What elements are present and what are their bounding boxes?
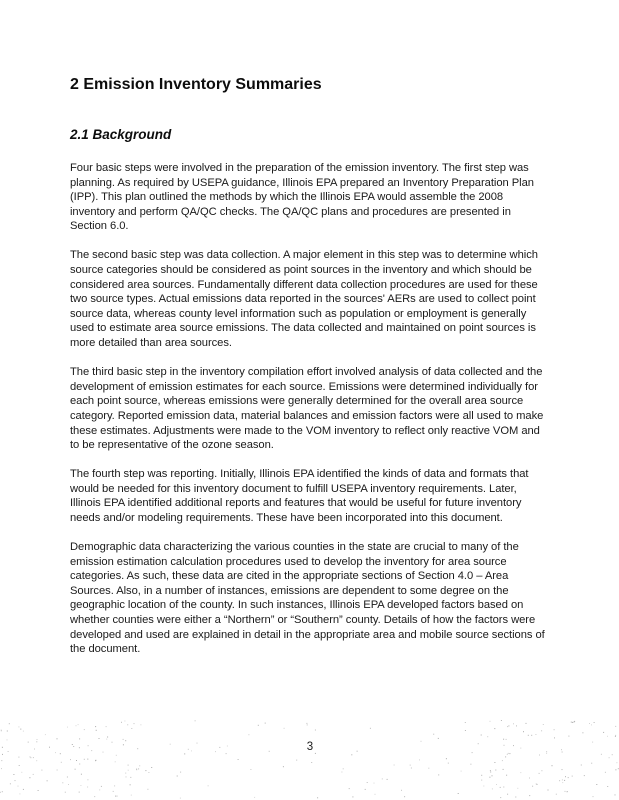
scan-speck [68, 784, 69, 785]
scan-speck [1, 768, 2, 769]
scan-speck [112, 742, 113, 743]
scan-speck [541, 730, 542, 731]
scan-speck [65, 792, 66, 793]
scan-speck [495, 770, 496, 771]
scan-speck [357, 751, 358, 752]
scan-speck [615, 735, 616, 736]
scan-speck [238, 759, 239, 760]
scan-speck [123, 739, 124, 740]
scan-speck [95, 726, 96, 727]
scan-speck [536, 783, 537, 784]
scan-speck [481, 735, 482, 736]
scan-speck [94, 796, 95, 797]
scan-speck [128, 765, 129, 766]
scan-speck [134, 723, 135, 724]
scan-speck [191, 750, 192, 751]
scan-speck [508, 725, 509, 726]
scan-speck [283, 766, 284, 767]
scan-speck [438, 774, 439, 775]
scan-speck [537, 784, 538, 785]
scan-speck [470, 764, 471, 765]
scan-speck [41, 770, 42, 771]
scan-speck [507, 754, 508, 755]
scan-speck [170, 744, 171, 745]
scan-speck [21, 772, 22, 773]
scan-speck [448, 763, 449, 764]
scan-speck [180, 772, 181, 773]
scan-speck [351, 754, 352, 755]
scan-speck [103, 752, 104, 753]
scan-speck [615, 794, 616, 795]
scan-speck [34, 749, 35, 750]
scan-speck [509, 753, 510, 754]
scan-speck [114, 785, 115, 786]
scan-speck [565, 791, 566, 792]
paragraph-demographic-data: Demographic data characterizing the various counties in the state are crucial to many of the emission estimation calculation procedures used to develop the inventory for area source categories. As such, these data are cited in the appropriate sections of Section 4.0 – Area Sources. Also, in a number of instances, emissions are dependent to some degree on the geographic location of the county. In such instances, Illinois EPA developed factors based on whether counties were either a “Northern” or “Southern” county. Details of how the factors were developed and used are explained in detail in the appropriate area and mobile source sections of the document. [70, 541, 545, 656]
scan-speck [23, 731, 24, 732]
scan-speck [62, 782, 63, 783]
scan-speck [23, 789, 24, 790]
scan-speck [520, 772, 521, 773]
scan-speck [352, 796, 353, 797]
scan-speck [197, 743, 198, 744]
scan-speck [573, 722, 574, 723]
scan-speck [37, 739, 38, 740]
scan-speck [79, 738, 80, 739]
scan-speck [438, 738, 439, 739]
scan-speck [248, 734, 249, 735]
scan-speck [113, 791, 114, 792]
scan-speck [374, 783, 375, 784]
scan-speck [19, 765, 20, 766]
scan-speck [571, 722, 572, 723]
scan-speck [208, 785, 209, 786]
paragraph-analysis: The third basic step in the inventory compilation effort involved analysis of data collected and the development of emission estimates for each source. Emissions were determined individually for each point source, whereas emissions were generally determined for the overall area source category. Reported emission data, material balances and emission factors were all used to make these estimates. Adjustments were made to the VOM inventory to reflect only reactive VOM and to be representative of the ozone season. [70, 366, 544, 452]
scan-speck [130, 784, 131, 785]
scan-speck [421, 741, 422, 742]
scan-speck [49, 747, 50, 748]
scan-speck [401, 790, 402, 791]
scan-speck [562, 779, 563, 780]
scan-speck [140, 724, 141, 725]
scan-speck [180, 798, 181, 799]
scan-speck [177, 776, 178, 777]
page-number: 3 [306, 741, 314, 753]
scan-speck [306, 723, 307, 724]
scan-speck [490, 772, 491, 773]
scan-speck [29, 777, 30, 778]
scan-speck [9, 723, 10, 724]
scan-speck [18, 726, 19, 727]
scan-speck [311, 762, 312, 763]
scan-speck [99, 738, 100, 739]
scan-speck [531, 735, 532, 736]
scan-speck [123, 744, 124, 745]
scan-speck [465, 730, 466, 731]
scan-speck [539, 773, 540, 774]
scan-speck [494, 762, 495, 763]
scan-speck [507, 794, 508, 795]
scan-speck [61, 762, 62, 763]
scan-speck [556, 794, 557, 795]
scan-speck [76, 760, 77, 761]
scan-speck [315, 730, 316, 731]
scan-speck [2, 754, 3, 755]
scan-speck [581, 765, 582, 766]
scan-speck [487, 736, 488, 737]
scan-speck [601, 754, 602, 755]
scan-speck [7, 731, 8, 732]
scan-speck [106, 739, 107, 740]
scan-speck [411, 768, 412, 769]
scan-speck [584, 775, 585, 776]
scan-speck [567, 791, 568, 792]
scan-speck [226, 753, 227, 754]
scan-speck [568, 777, 569, 778]
scan-speck [607, 736, 608, 737]
scan-speck [8, 751, 9, 752]
scan-speck [349, 788, 350, 789]
scan-speck [136, 769, 137, 770]
scan-speck [18, 786, 19, 787]
scan-speck [1, 760, 2, 761]
scan-speck [307, 724, 308, 725]
scan-speck [116, 755, 117, 756]
scan-speck [365, 789, 366, 790]
scan-speck [461, 771, 462, 772]
scan-speck [535, 734, 536, 735]
scan-speck [95, 760, 96, 761]
scan-speck [139, 765, 140, 766]
scan-speck [596, 784, 597, 785]
scan-speck [591, 763, 592, 764]
scan-speck [28, 742, 29, 743]
scan-speck [36, 741, 37, 742]
scan-speck [106, 726, 107, 727]
scan-speck [593, 796, 594, 797]
scan-speck [84, 759, 85, 760]
scan-speck [115, 796, 116, 797]
scan-speck [607, 786, 608, 787]
scan-speck [410, 765, 411, 766]
scan-speck [341, 772, 342, 773]
scan-speck [101, 786, 102, 787]
scan-speck [57, 738, 58, 739]
scan-speck [554, 729, 555, 730]
scan-speck [367, 782, 368, 783]
scan-speck [492, 775, 493, 776]
scan-speck [55, 752, 56, 753]
scan-speck [254, 797, 255, 798]
scan-speck [562, 752, 563, 753]
scan-speck [433, 734, 434, 735]
scan-speck [506, 739, 507, 740]
scan-speck [136, 769, 137, 770]
scan-speck [506, 775, 507, 776]
scan-speck [494, 728, 495, 729]
scan-speck [219, 747, 220, 748]
scan-speck [582, 732, 583, 733]
scan-speck [87, 787, 88, 788]
scan-speck [7, 739, 8, 740]
scan-speck [227, 746, 228, 747]
scan-speck [184, 753, 185, 754]
scan-speck [616, 762, 617, 763]
scan-speck [78, 724, 79, 725]
scan-speck [124, 721, 125, 722]
section-heading: 2 Emission Inventory Summaries [70, 76, 322, 93]
scan-speck [121, 722, 122, 723]
scan-speck [125, 740, 126, 741]
scan-speck [529, 778, 530, 779]
scan-speck [490, 770, 491, 771]
scan-speck [131, 728, 132, 729]
scan-speck [387, 779, 388, 780]
scan-speck [79, 764, 80, 765]
scan-speck [138, 768, 139, 769]
scan-speck [128, 770, 129, 771]
scan-speck [75, 769, 76, 770]
scan-speck [589, 723, 590, 724]
scan-speck [70, 759, 71, 760]
scan-speck [382, 778, 383, 779]
scan-speck [88, 745, 89, 746]
scan-speck [561, 749, 562, 750]
scan-speck [500, 787, 501, 788]
scan-speck [79, 792, 80, 793]
scan-speck [250, 769, 251, 770]
scan-speck [87, 759, 88, 760]
scan-speck [481, 780, 482, 781]
scan-speck [419, 759, 420, 760]
scan-speck [567, 792, 568, 793]
scan-speck [343, 768, 344, 769]
scan-speck [84, 729, 85, 730]
scan-speck [107, 737, 108, 738]
scan-speck [47, 780, 48, 781]
scan-speck [562, 769, 563, 770]
paragraph-data-collection: The second basic step was data collection. A major element in this step was to determine which source categories should be considered as point sources in the inventory and which should be considered area sources. Fundamentally different data collection procedures are used for these two source types. Actual emissions data reported in the sources' AERs are used to collect point source data, whereas county level information such as population or employment is generally used to estimate area source emissions. The data collected and maintained on point sources is more detailed than area sources. [70, 249, 538, 350]
scan-speck [127, 724, 128, 725]
scan-speck [258, 725, 259, 726]
scan-speck [609, 757, 610, 758]
scan-speck [615, 726, 616, 727]
scan-speck [95, 760, 96, 761]
scan-speck [296, 760, 297, 761]
scan-speck [574, 721, 575, 722]
scan-speck [0, 792, 1, 793]
scan-speck [562, 782, 563, 783]
scan-speck [539, 755, 540, 756]
scan-speck [554, 737, 555, 738]
scan-speck [546, 753, 547, 754]
scan-speck [96, 730, 97, 731]
scan-speck [489, 777, 490, 778]
scan-speck [115, 761, 116, 762]
scan-speck [572, 776, 573, 777]
scan-speck [10, 783, 11, 784]
scan-speck [503, 769, 504, 770]
scan-speck [516, 725, 517, 726]
scan-speck [117, 796, 118, 797]
scan-speck [446, 758, 447, 759]
scan-speck [526, 723, 527, 724]
scan-speck [612, 754, 613, 755]
scan-speck [317, 797, 318, 798]
scan-speck [147, 789, 148, 790]
scan-speck [559, 780, 560, 781]
scan-speck [565, 776, 566, 777]
scan-speck [505, 756, 506, 757]
scan-speck [483, 786, 484, 787]
scan-speck [2, 791, 3, 792]
scan-speck [79, 747, 80, 748]
scan-speck [36, 760, 37, 761]
scan-speck [67, 727, 68, 728]
scan-speck [130, 777, 131, 778]
scan-speck [543, 724, 544, 725]
page-content [70, 74, 546, 657]
scan-speck [145, 770, 146, 771]
scan-speck [215, 751, 216, 752]
scan-speck [465, 722, 466, 723]
scan-speck [19, 793, 20, 794]
scan-speck [615, 736, 616, 737]
scan-speck [57, 770, 58, 771]
scan-speck [564, 780, 565, 781]
scan-speck [76, 725, 77, 726]
scan-speck [81, 774, 82, 775]
scan-speck [13, 774, 14, 775]
scan-speck [546, 751, 547, 752]
scan-speck [503, 739, 504, 740]
scan-speck [195, 720, 196, 721]
scan-speck [532, 786, 533, 787]
scan-speck [375, 794, 376, 795]
scan-speck [394, 765, 395, 766]
scan-speck [548, 790, 549, 791]
scan-speck [265, 723, 266, 724]
scan-speck [73, 746, 74, 747]
scan-speck [188, 749, 189, 750]
scan-speck [507, 726, 508, 727]
scan-speck [269, 751, 270, 752]
scan-speck [72, 744, 73, 745]
scan-speck [513, 723, 514, 724]
scan-speck [490, 721, 491, 722]
scan-speck [60, 753, 61, 754]
scan-speck [520, 748, 521, 749]
scan-speck [572, 722, 573, 723]
scan-speck [508, 753, 509, 754]
scan-speck [513, 745, 514, 746]
scan-speck [125, 773, 126, 774]
scan-speck [500, 797, 501, 798]
scan-speck [615, 769, 616, 770]
scan-speck [492, 788, 493, 789]
scan-speck [30, 757, 31, 758]
scan-speck [541, 770, 542, 771]
subsection-heading: 2.1 Background [70, 127, 172, 142]
paragraph-reporting: The fourth step was reporting. Initially, Illinois EPA identified the kinds of data and formats that would be needed for this inventory document to fulfill USEPA inventory requirements. Later, Illinois EPA identified additional reports and features that would be useful for future inventory needs and/or modeling requirements. These have been incorporated into this document. [70, 468, 529, 524]
scan-speck [67, 777, 68, 778]
scan-speck [496, 784, 497, 785]
scan-speck [131, 795, 132, 796]
scan-speck [284, 728, 285, 729]
scan-speck [592, 742, 593, 743]
scan-speck [30, 756, 31, 757]
scan-speck [603, 732, 604, 733]
scan-speck [501, 720, 502, 721]
scan-speck [33, 757, 34, 758]
scan-speck [137, 748, 138, 749]
scan-speck [594, 722, 595, 723]
scan-speck [370, 728, 371, 729]
scan-speck [151, 767, 152, 768]
scan-speck [458, 793, 459, 794]
scan-speck [148, 772, 149, 773]
scan-speck [568, 736, 569, 737]
scan-speck [502, 760, 503, 761]
scan-speck [1, 730, 2, 731]
scan-speck [18, 757, 19, 758]
scan-speck [2, 747, 3, 748]
scan-speck [33, 774, 34, 775]
scan-speck [478, 743, 479, 744]
scan-speck [605, 772, 606, 773]
scan-speck [45, 734, 46, 735]
scan-speck [552, 765, 553, 766]
scan-speck [15, 780, 16, 781]
scan-speck [523, 731, 524, 732]
scan-speck [515, 797, 516, 798]
scan-speck [126, 776, 127, 777]
scan-speck [528, 735, 529, 736]
scan-speck [591, 724, 592, 725]
scan-speck [503, 787, 504, 788]
scan-speck [517, 788, 518, 789]
scan-speck [428, 768, 429, 769]
scan-speck [87, 779, 88, 780]
scan-speck [80, 785, 81, 786]
scan-speck [504, 745, 505, 746]
scan-speck [20, 729, 21, 730]
scan-speck [404, 796, 405, 797]
scan-speck [99, 789, 100, 790]
paragraph-planning: Four basic steps were involved in the preparation of the emission inventory. The first step was planning. As required by USEPA guidance, Illinois EPA prepared an Inventory Preparation Plan (IPP). This plan outlined the methods by which the Illinois EPA would assemble the 2008 inventory and perform QA/QC checks. The QA/QC plans and procedures are presented in Section 6.0. [70, 162, 534, 233]
scan-speck [38, 790, 39, 791]
scan-speck [1, 730, 2, 731]
scan-speck [472, 752, 473, 753]
scan-speck [529, 795, 530, 796]
scan-speck [481, 775, 482, 776]
scan-speck [91, 750, 92, 751]
